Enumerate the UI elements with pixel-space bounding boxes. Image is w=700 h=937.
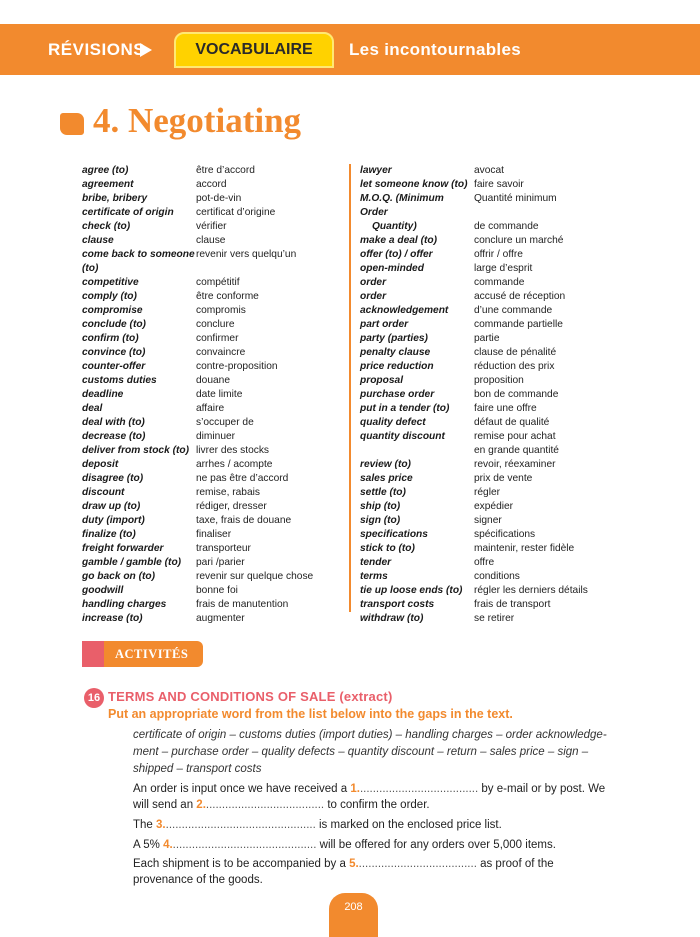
vocab-english: penalty clause <box>360 347 431 358</box>
vocab-english: purchase order <box>360 389 435 400</box>
vocab-english: competitive <box>82 277 139 288</box>
vocab-english: gamble / gamble (to) <box>82 557 182 568</box>
vocab-english: quantity discount <box>360 431 445 442</box>
vocab-row <box>360 192 600 220</box>
vocab-french: commande partielle <box>474 319 563 330</box>
vocab-french: certificat d’origine <box>196 207 276 218</box>
vocab-english: open-minded <box>360 263 424 274</box>
vocab-row <box>82 514 322 528</box>
vocab-english: M.O.Q. (Minimum Order <box>360 193 444 218</box>
vocab-french: régler <box>474 487 501 498</box>
gap-field[interactable]: ..................................... <box>358 858 477 870</box>
vocab-french: revoir, réexaminer <box>474 459 556 470</box>
vocab-french: arrhes / acompte <box>196 459 273 470</box>
vocab-english: let someone know (to) <box>360 179 468 190</box>
vocab-row <box>82 360 322 374</box>
gap-number: 1. <box>350 783 360 795</box>
vocab-english: stick to (to) <box>360 543 415 554</box>
vocab-french: transporteur <box>196 543 251 554</box>
vocab-list-left <box>82 164 322 626</box>
vocab-row <box>360 584 600 598</box>
vocab-row <box>360 486 600 500</box>
vocab-row <box>82 346 322 360</box>
vocab-english: put in a tender (to) <box>360 403 450 414</box>
vocab-row <box>82 388 322 402</box>
vocab-french: contre-proposition <box>196 361 278 372</box>
vocab-french: réduction des prix <box>474 361 555 372</box>
vocab-english: deadline <box>82 389 124 400</box>
vocab-french: accord <box>196 179 227 190</box>
vocab-english: deliver from stock (to) <box>82 445 189 456</box>
vocab-row <box>360 276 600 290</box>
vocab-french: être conforme <box>196 291 259 302</box>
vocab-row <box>82 304 322 318</box>
vocab-row <box>82 500 322 514</box>
text: by e-mail or by post. We will send an <box>133 783 606 811</box>
vocab-row <box>82 542 322 556</box>
vocab-english: agreement <box>82 179 134 190</box>
vocab-english: handling charges <box>82 599 167 610</box>
vocab-row <box>360 178 600 192</box>
vocab-row <box>360 318 600 332</box>
vocab-english: quality defect <box>360 417 426 428</box>
vocab-english: certificate of origin <box>82 207 174 218</box>
text: to confirm the order. <box>327 799 430 811</box>
vocab-english: transport costs <box>360 599 435 610</box>
vocab-row <box>82 430 322 444</box>
vocab-english: goodwill <box>82 585 124 596</box>
vocab-english: compromise <box>82 305 143 316</box>
vocab-english: proposal <box>360 375 404 386</box>
vocabulary-tab <box>174 32 334 68</box>
vocab-french: remise, rabais <box>196 487 260 498</box>
vocab-row <box>360 234 600 248</box>
vocab-french: diminuer <box>196 431 236 442</box>
vocab-french: date limite <box>196 389 243 400</box>
vocab-row <box>82 402 322 416</box>
vocab-french: compromis <box>196 305 246 316</box>
gap-number: 3. <box>156 819 166 831</box>
text: will be offered for any orders over 5,000 items. <box>319 839 556 851</box>
vocab-english: disagree (to) <box>82 473 144 484</box>
vocab-english: Quantity) <box>372 221 417 232</box>
vocab-row <box>360 528 600 542</box>
title-bullet-icon <box>60 113 84 135</box>
vocab-row <box>360 444 600 458</box>
vocab-french: clause <box>196 235 226 246</box>
vocab-row <box>82 220 322 234</box>
gap-field[interactable]: ............................................. <box>172 839 317 851</box>
vocab-french: taxe, frais de douane <box>196 515 292 526</box>
vocab-english: lawyer <box>360 165 392 176</box>
vocab-french: ne pas être d’accord <box>196 473 289 484</box>
vocabulary-tab-label: VOCABULAIRE <box>195 41 313 58</box>
vocab-english: ship (to) <box>360 501 401 512</box>
exercise-title: TERMS AND CONDITIONS OF SALE (extract) <box>108 689 393 704</box>
vocab-english: order <box>360 291 387 302</box>
column-divider <box>349 164 351 612</box>
vocab-french: expédier <box>474 501 514 512</box>
vocab-french: être d’accord <box>196 165 255 176</box>
vocab-french: conclure <box>196 319 235 330</box>
vocab-english: discount <box>82 487 125 498</box>
vocab-french: frais de manutention <box>196 599 289 610</box>
vocab-row <box>360 472 600 486</box>
vocab-row <box>360 374 600 388</box>
vocab-french: accusé de réception <box>474 291 566 302</box>
exercise-paragraph-2 <box>133 817 613 833</box>
vocab-french: revenir sur quelque chose <box>196 571 314 582</box>
vocab-english: bribe, bribery <box>82 193 148 204</box>
vocab-row <box>360 542 600 556</box>
vocab-row <box>82 472 322 486</box>
activities-banner-accent <box>82 641 104 667</box>
vocab-english: offer (to) / offer <box>360 249 433 260</box>
vocab-french: finaliser <box>196 529 232 540</box>
vocab-row <box>360 388 600 402</box>
vocab-english: sales price <box>360 473 413 484</box>
vocab-french: en grande quantité <box>474 445 559 456</box>
vocab-french: de commande <box>474 221 539 232</box>
vocab-row <box>82 164 322 178</box>
vocab-english: price reduction <box>360 361 434 372</box>
gap-field[interactable]: ..................................... <box>359 783 479 795</box>
vocab-french: clause de pénalité <box>474 347 557 358</box>
vocab-english: decrease (to) <box>82 431 146 442</box>
vocab-row <box>82 584 322 598</box>
vocab-english: sign (to) <box>360 515 401 526</box>
vocab-french: conclure un marché <box>474 235 564 246</box>
vocab-english: review (to) <box>360 459 411 470</box>
vocab-french: livrer des stocks <box>196 445 270 456</box>
vocab-row <box>360 514 600 528</box>
vocab-english: deal <box>82 403 103 414</box>
vocab-english: conclude (to) <box>82 319 146 330</box>
vocab-english: tie up loose ends (to) <box>360 585 463 596</box>
vocab-french: faire savoir <box>474 179 524 190</box>
vocab-french: partie <box>474 333 500 344</box>
vocab-french: commande <box>474 277 525 288</box>
vocab-english: increase (to) <box>82 613 143 624</box>
vocab-french: maintenir, rester fidèle <box>474 543 575 554</box>
vocab-french: proposition <box>474 375 524 386</box>
vocab-french: Quantité minimum <box>474 193 557 204</box>
vocab-row <box>82 318 322 332</box>
vocab-row <box>82 444 322 458</box>
vocab-row <box>360 220 600 234</box>
vocab-french: se retirer <box>474 613 515 624</box>
exercise-number-badge: 16 <box>84 688 104 708</box>
vocab-french: frais de transport <box>474 599 551 610</box>
vocab-english: part order <box>360 319 409 330</box>
vocab-row <box>360 262 600 276</box>
vocab-row <box>82 248 322 276</box>
vocab-english: deposit <box>82 459 119 470</box>
vocab-french: offrir / offre <box>474 249 523 260</box>
vocab-french: régler les derniers détails <box>474 585 588 596</box>
vocab-english: deal with (to) <box>82 417 145 428</box>
vocab-row <box>82 612 322 626</box>
vocab-row <box>360 598 600 612</box>
vocab-english: acknowledgement <box>360 305 449 316</box>
vocab-french: bonne foi <box>196 585 238 596</box>
vocab-list-right <box>360 164 600 626</box>
vocab-row <box>360 290 600 304</box>
vocab-english: comply (to) <box>82 291 137 302</box>
vocab-french: signer <box>474 515 502 526</box>
vocab-french: douane <box>196 375 230 386</box>
vocab-row <box>360 360 600 374</box>
vocab-french: conditions <box>474 571 520 582</box>
vocab-french: offre <box>474 557 495 568</box>
gap-number: 2. <box>196 799 206 811</box>
exercise-word-list: certificate of origin – customs duties (import duties) – handling charges – order acknowledge-ment – purchase order – quality defects – quantity discount – return – sales price – sign – shipped – transport costs <box>133 729 607 775</box>
vocab-row <box>360 346 600 360</box>
exercise-paragraph-3 <box>133 837 613 853</box>
vocab-english: counter-offer <box>82 361 146 372</box>
vocab-row <box>360 458 600 472</box>
header-subtitle: Les incontournables <box>349 40 521 59</box>
exercise-instruction: Put an appropriate word from the list below into the gaps in the text. <box>108 707 513 721</box>
vocab-row <box>82 374 322 388</box>
vocab-row <box>360 556 600 570</box>
text: as proof of the provenance of the goods. <box>133 858 554 886</box>
vocab-french: bon de commande <box>474 389 559 400</box>
gap-number: 4. <box>163 839 173 851</box>
vocab-english: clause <box>82 235 114 246</box>
vocab-row <box>360 500 600 514</box>
vocab-french: défaut de qualité <box>474 417 550 428</box>
vocab-row <box>360 402 600 416</box>
vocab-row <box>360 164 600 178</box>
vocab-english: tender <box>360 557 392 568</box>
vocab-english: make a deal (to) <box>360 235 437 246</box>
vocab-french: remise pour achat <box>474 431 556 442</box>
vocab-row <box>360 430 600 444</box>
vocab-english: check (to) <box>82 221 131 232</box>
gap-number: 5. <box>349 858 359 870</box>
vocab-english: draw up (to) <box>82 501 141 512</box>
vocab-french: augmenter <box>196 613 245 624</box>
vocab-french: d’une commande <box>474 305 553 316</box>
vocab-english <box>360 444 474 458</box>
vocab-row <box>360 248 600 262</box>
vocab-row <box>360 332 600 346</box>
gap-field[interactable]: ............................................... <box>165 819 316 831</box>
breadcrumb-arrow-icon <box>140 43 152 57</box>
vocab-row <box>82 528 322 542</box>
text: A 5% <box>133 839 160 851</box>
vocab-english: settle (to) <box>360 487 406 498</box>
vocab-english: convince (to) <box>82 347 146 358</box>
page-title: 4. Negotiating <box>93 101 302 140</box>
vocab-english: customs duties <box>82 375 157 386</box>
vocab-french: vérifier <box>196 221 227 232</box>
vocab-row <box>82 332 322 346</box>
vocab-row <box>82 598 322 612</box>
vocab-english: specifications <box>360 529 428 540</box>
gap-field[interactable]: ..................................... <box>205 799 325 811</box>
vocab-row <box>360 304 600 318</box>
vocab-row <box>82 458 322 472</box>
page-number-tab <box>329 893 378 937</box>
vocab-french: faire une offre <box>474 403 537 414</box>
vocab-french: avocat <box>474 165 505 176</box>
vocab-french: confirmer <box>196 333 239 344</box>
vocab-english: come back to someone (to) <box>82 249 195 274</box>
vocab-english: order <box>360 277 387 288</box>
vocab-row <box>82 556 322 570</box>
vocab-english: party (parties) <box>360 333 428 344</box>
vocab-french: pari /parier <box>196 557 245 568</box>
vocab-english: go back on (to) <box>82 571 156 582</box>
vocab-english: agree (to) <box>82 165 129 176</box>
vocab-french: pot-de-vin <box>196 193 242 204</box>
vocab-row <box>82 570 322 584</box>
page-number: 208 <box>344 901 363 913</box>
vocab-row <box>360 612 600 626</box>
vocab-row <box>360 416 600 430</box>
vocab-french: prix de vente <box>474 473 533 484</box>
vocab-french: s’occuper de <box>196 417 254 428</box>
vocab-french: affaire <box>196 403 225 414</box>
vocab-row <box>82 290 322 304</box>
vocab-english: freight forwarder <box>82 543 164 554</box>
vocab-row <box>82 206 322 220</box>
vocab-french: compétitif <box>196 277 240 288</box>
vocab-row <box>82 234 322 248</box>
vocab-french: revenir vers quelqu’un <box>196 249 297 260</box>
text: Each shipment is to be accompanied by a <box>133 858 346 870</box>
vocab-french: large d’esprit <box>474 263 533 274</box>
vocab-french: convaincre <box>196 347 246 358</box>
exercise-paragraph-1 <box>133 781 613 813</box>
vocab-row <box>82 178 322 192</box>
activities-label: ACTIVITÉS <box>115 647 189 661</box>
section-label: RÉVISIONS <box>48 40 146 59</box>
vocab-row <box>82 416 322 430</box>
vocab-english: terms <box>360 571 388 582</box>
vocab-row <box>360 570 600 584</box>
vocab-row <box>82 276 322 290</box>
vocab-french: rédiger, dresser <box>196 501 267 512</box>
vocab-row <box>82 486 322 500</box>
text: An order is input once we have received a <box>133 783 348 795</box>
text: is marked on the enclosed price list. <box>319 819 502 831</box>
vocab-english: confirm (to) <box>82 333 139 344</box>
vocab-french: spécifications <box>474 529 536 540</box>
vocab-english: withdraw (to) <box>360 613 424 624</box>
vocab-english: duty (import) <box>82 515 145 526</box>
exercise-paragraph-4 <box>133 856 613 888</box>
vocab-row <box>82 192 322 206</box>
text: The <box>133 819 153 831</box>
vocab-english: finalize (to) <box>82 529 136 540</box>
